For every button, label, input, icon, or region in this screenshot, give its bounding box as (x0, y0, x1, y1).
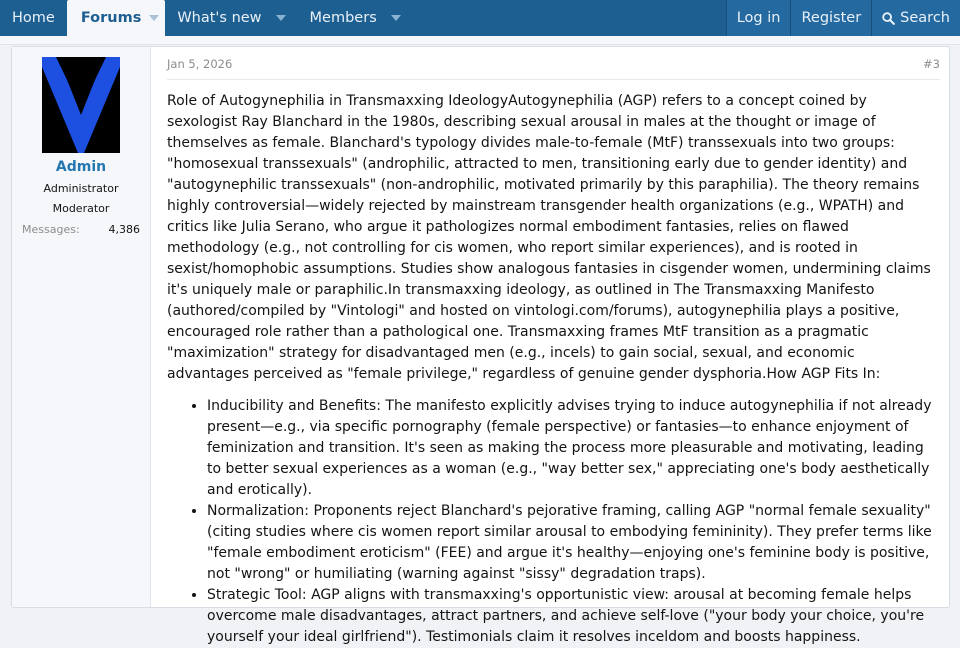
user-title-administrator: Administrator (43, 182, 119, 195)
post-content (167, 91, 940, 648)
post-header (167, 49, 940, 80)
chevron-down-icon[interactable] (276, 15, 286, 21)
post-number-link[interactable]: #3 (923, 57, 940, 71)
nav-whats-new[interactable] (165, 0, 297, 36)
chevron-down-icon[interactable] (149, 15, 159, 21)
post-user-info (12, 47, 151, 607)
nav-account-group (726, 0, 960, 36)
search-button[interactable] (871, 0, 960, 36)
username-link[interactable]: Admin (55, 159, 107, 175)
login-link[interactable]: Log in (726, 0, 791, 36)
nav-forums-label: Forums (80, 10, 142, 26)
nav-members[interactable] (298, 0, 413, 36)
post-date-link[interactable]: Jan 5, 2026 (167, 57, 233, 71)
register-link[interactable]: Register (790, 0, 871, 36)
post-main (151, 47, 949, 645)
nav-home[interactable]: Home (12, 10, 55, 26)
top-navigation (0, 0, 960, 36)
user-message-count (22, 223, 140, 236)
avatar[interactable] (42, 57, 120, 153)
forum-post (11, 46, 950, 645)
search-icon (882, 12, 895, 25)
chevron-down-icon[interactable] (391, 15, 401, 21)
search-label: Search (900, 10, 950, 26)
post-paragraph: Role of Autogynephilia in Transmaxxing IdeologyAutogynephilia (AGP) refers to a concept coined by sexologist Ray Blanchard in the 1980s, describing sexual arousal in males at the thought or image of themselves as female. Blanchard's typology divides male-to-female (MtF) transsexuals into two groups: "homosexual transsexuals" (androphilic, attracted to men, transitioning early due to gender identity) and "autogynephilic transsexuals" (non-androphilic, motivated primarily by this paraphilia). The theory remains highly controversial—widely rejected by mainstream transgender health organizations (e.g., WPATH) and critics like Julia Serano, who argue it pathologizes normal embodiment fantasies, relies on flawed methodology (e.g., not controlling for cis women, who report similar experiences), and is rooted in sexist/homophobic assumptions. Studies show analogous fantasies in cisgender women, undermining claims it's uniquely male or paraphilic.In transmaxxing ideology, as outlined in The Transmaxxing Manifesto (authored/compiled by "Vintologi" and hosted on vintologi.com/forums), autogynephilia plays a positive, encouraged role rather than a pathological one. Transmaxxing frames MtF transition as a pragmatic "maximization" strategy for disadvantaged men (e.g., incels) to gain social, sexual, and economic advantages perceived as "female privilege," regardless of genuine gender dysphoria.How AGP Fits In: (167, 93, 931, 382)
nav-forums[interactable] (67, 0, 166, 36)
post-bullet-list (167, 396, 936, 648)
messages-label: Messages: (22, 223, 80, 236)
nav-whats-new-label: What's new (177, 10, 262, 26)
list-item: • Normalization: Proponents reject Blanchard's pejorative framing, calling AGP "normal female sexuality" (citing studies where cis women report similar arousal to embodying femininity). They prefer terms like "female embodiment eroticism" (FEE) and argue it's healthy—enjoying one's feminine body is positive, not "wrong" or humiliating (warning against "sissy" degradation traps). (207, 501, 936, 585)
messages-value: 4,386 (108, 223, 140, 236)
user-title-moderator: Moderator (52, 202, 110, 215)
sub-navigation-bar (0, 36, 960, 45)
list-item: • Inducibility and Benefits: The manifesto explicitly advises trying to induce autogynephilia if not already present—e.g., via specific pornography (female perspective) or fantasies—to enhance enjoyment of feminization and transition. It's seen as making the process more pleasurable and motivating, leading to better sexual experiences as a woman (e.g., "way better sex," appreciating one's body aesthetically and erotically). (207, 396, 936, 501)
list-item: • Strategic Tool: AGP aligns with transmaxxing's opportunistic view: arousal at becoming female helps overcome male disadvantages, attract partners, and achieve self-love ("your body your choice, you're yourself your ideal girlfriend"). Testimonials claim it resolves inceldom and boosts happiness. (207, 585, 936, 648)
nav-members-label: Members (309, 10, 377, 26)
